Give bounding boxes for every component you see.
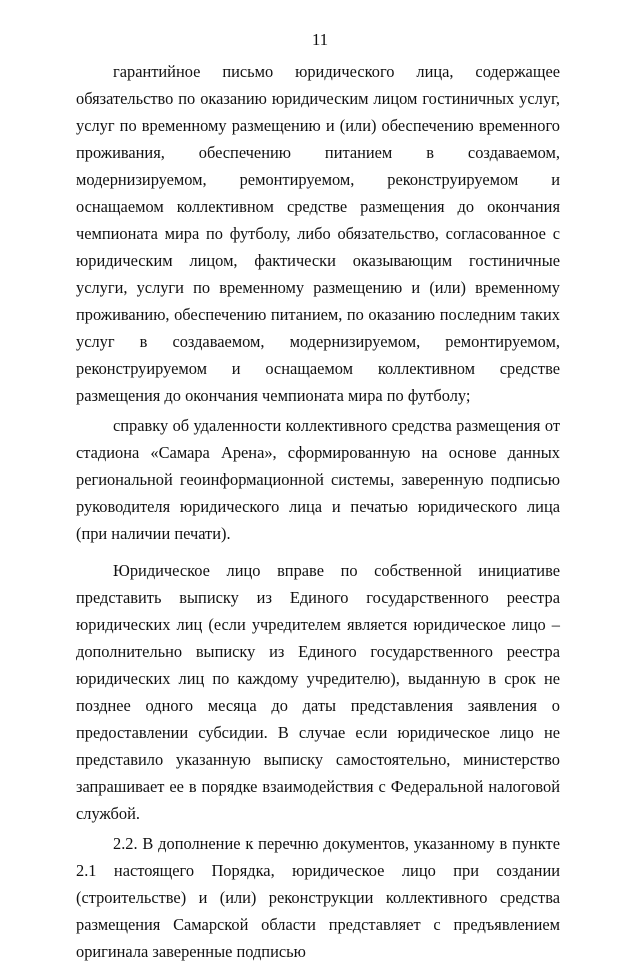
paragraph-distance-certificate: справку об удаленности коллективного средства размещения от стадиона «Самара Арена», сформированную на основе данных региональной геоинформационной системы, заверенную подписью руководителя юридического лица и печатью юридического лица (при наличии печати). [76, 416, 560, 543]
paragraph-guarantee-letter: гарантийное письмо юридического лица, содержащее обязательство по оказанию юридическим лицом гостиничных услуг, услуг по временному размещению и (или) обеспечению временного проживания, обеспечению питанием в создаваемом, модернизируемом, ремонтируемом, реконструируемом и оснащаемом коллективном средстве размещения до окончания чемпионата мира по футболу, либо обязательство, согласованное с юридическим лицом, фактически оказывающим гостиничные услуги, услуги по временному размещению и (или) временному проживанию, обеспечению питанием, по оказанию последним таких услуг в создаваемом, модернизируемом, ремонтируемом, реконструируемом и оснащаемом коллективном средстве размещения до окончания чемпионата мира по футболу; [76, 62, 560, 405]
paragraph-registry-extract: Юридическое лицо вправе по собственной инициативе представить выписку из Единого государственного реестра юридических лиц (если учредителем является юридическое лицо – дополнительно выписку из Единого государственного реестра юридических лиц по каждому учредителю), выданную в срок не позднее одного месяца до даты представления заявления о предоставлении субсидии. В случае если юридическое лицо не представило указанную выписку самостоятельно, министерство запрашивает ее в порядке взаимодействия с Федеральной налоговой службой. [76, 561, 560, 823]
paragraph-clause-2-2: 2.2. В дополнение к перечню документов, указанному в пункте 2.1 настоящего Порядка, юридическое лицо при создании (строительстве) и (или) реконструкции коллективного средства размещения Самарской области представляет с предъявлением оригинала заверенные подписью [76, 834, 560, 961]
document-body [76, 58, 560, 968]
page-number: 11 [311, 30, 329, 49]
